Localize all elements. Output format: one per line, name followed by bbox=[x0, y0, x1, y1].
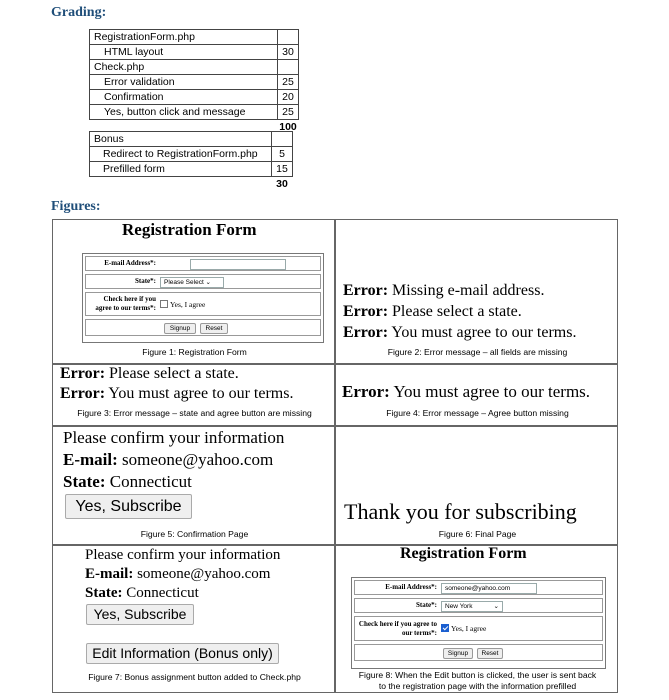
bonus-total: 30 bbox=[276, 177, 288, 190]
table-row bbox=[90, 105, 299, 120]
bonus-points: 15 bbox=[272, 162, 293, 177]
reset-button[interactable]: Reset bbox=[477, 648, 503, 659]
grading-heading: Grading: bbox=[51, 5, 107, 20]
figure-caption: Figure 3: Error message – state and agree button are missing bbox=[77, 408, 312, 418]
registration-form bbox=[82, 253, 324, 343]
figure-caption: Figure 2: Error message – all fields are missing bbox=[387, 347, 568, 357]
figure-7 bbox=[52, 545, 335, 693]
email-label: E-mail Address*: bbox=[104, 259, 156, 267]
error-message: Error: Please select a state. bbox=[60, 365, 239, 382]
grading-points bbox=[278, 60, 299, 75]
grading-points: 25 bbox=[278, 105, 299, 120]
table-row bbox=[90, 162, 293, 177]
figure-1 bbox=[52, 219, 335, 364]
registration-form bbox=[351, 577, 606, 669]
yes-subscribe-button[interactable]: Yes, Subscribe bbox=[86, 604, 194, 625]
confirm-heading: Please confirm your information bbox=[85, 547, 281, 563]
grading-points bbox=[278, 30, 299, 45]
error-message: Error: You must agree to our terms. bbox=[343, 324, 577, 341]
state-label: State*: bbox=[135, 277, 156, 285]
grading-label: RegistrationForm.php bbox=[90, 30, 278, 45]
figure-caption: Figure 5: Confirmation Page bbox=[140, 529, 249, 539]
figure-caption: Figure 7: Bonus assignment button added to Check.php bbox=[88, 672, 301, 682]
figure-2 bbox=[335, 219, 618, 364]
table-row bbox=[90, 132, 293, 147]
chevron-down-icon: ⌄ bbox=[203, 279, 212, 286]
grading-label: HTML layout bbox=[90, 45, 278, 60]
table-row bbox=[90, 177, 293, 192]
figure-8 bbox=[335, 545, 618, 693]
reset-button[interactable]: Reset bbox=[200, 323, 228, 334]
table-row bbox=[90, 75, 299, 90]
grading-table bbox=[89, 29, 299, 135]
figure-caption: Figure 6: Final Page bbox=[438, 529, 517, 539]
form-title: Registration Form bbox=[400, 545, 527, 562]
form-title: Registration Form bbox=[122, 220, 257, 239]
edit-information-button[interactable]: Edit Information (Bonus only) bbox=[86, 643, 279, 664]
signup-button[interactable]: Signup bbox=[443, 648, 473, 659]
confirm-heading: Please confirm your information bbox=[63, 428, 285, 447]
table-row bbox=[90, 90, 299, 105]
checkbox-checked-icon bbox=[441, 624, 449, 632]
thank-you-message: Thank you for subscribing bbox=[344, 499, 577, 524]
grading-points: 25 bbox=[278, 75, 299, 90]
confirm-email: E-mail: someone@yahoo.com bbox=[63, 450, 274, 469]
agree-label: Check here if you agree to our terms*: bbox=[95, 295, 156, 312]
agree-checkbox[interactable]: Yes, I agree bbox=[441, 624, 486, 634]
bonus-title: Bonus bbox=[90, 132, 272, 147]
grading-points: 30 bbox=[278, 45, 299, 60]
figure-3 bbox=[52, 364, 335, 426]
figures-heading: Figures: bbox=[51, 199, 101, 214]
figure-caption-line-2: to the registration page with the information prefilled bbox=[378, 681, 577, 691]
table-row bbox=[90, 45, 299, 60]
error-message: Error: You must agree to our terms. bbox=[60, 385, 294, 402]
error-message: Error: You must agree to our terms. bbox=[342, 382, 591, 401]
state-select[interactable]: Please Select ⌄ bbox=[160, 277, 224, 288]
email-input[interactable]: someone@yahoo.com bbox=[441, 583, 537, 594]
state-label: State*: bbox=[416, 601, 437, 609]
confirm-email: E-mail: someone@yahoo.com bbox=[85, 566, 271, 582]
figure-5 bbox=[52, 426, 335, 545]
email-label: E-mail Address*: bbox=[385, 583, 437, 591]
figure-caption-line-1: Figure 8: When the Edit button is clicked, the user is sent back bbox=[358, 670, 597, 680]
table-row bbox=[90, 60, 299, 75]
email-input[interactable] bbox=[190, 259, 286, 270]
figure-caption: Figure 4: Error message – Agree button missing bbox=[386, 408, 569, 418]
table-row bbox=[90, 147, 293, 162]
bonus-label: Prefilled form bbox=[90, 162, 272, 177]
grading-label: Check.php bbox=[90, 60, 278, 75]
yes-subscribe-button[interactable]: Yes, Subscribe bbox=[65, 494, 192, 519]
confirm-state: State: Connecticut bbox=[63, 472, 192, 491]
agree-checkbox[interactable]: Yes, I agree bbox=[160, 300, 205, 310]
grading-label: Error validation bbox=[90, 75, 278, 90]
signup-button[interactable]: Signup bbox=[164, 323, 196, 334]
chevron-down-icon: ⌄ bbox=[493, 603, 499, 610]
figure-4 bbox=[335, 364, 618, 426]
table-row bbox=[90, 30, 299, 45]
grading-total: 100 bbox=[279, 120, 297, 133]
agree-label: Check here if you agree to our terms*: bbox=[358, 620, 437, 637]
error-message: Error: Missing e-mail address. bbox=[343, 282, 545, 299]
bonus-table bbox=[89, 131, 293, 192]
bonus-points: 5 bbox=[272, 147, 293, 162]
grading-label: Yes, button click and message bbox=[90, 105, 278, 120]
grading-label: Confirmation bbox=[90, 90, 278, 105]
error-message: Error: Please select a state. bbox=[343, 303, 522, 320]
figure-caption: Figure 1: Registration Form bbox=[142, 347, 247, 357]
confirm-state: State: Connecticut bbox=[85, 585, 199, 601]
figure-6 bbox=[335, 426, 618, 545]
grading-points: 20 bbox=[278, 90, 299, 105]
bonus-label: Redirect to RegistrationForm.php bbox=[90, 147, 272, 162]
checkbox-icon bbox=[160, 300, 168, 308]
state-select[interactable]: New York ⌄ bbox=[441, 601, 503, 612]
